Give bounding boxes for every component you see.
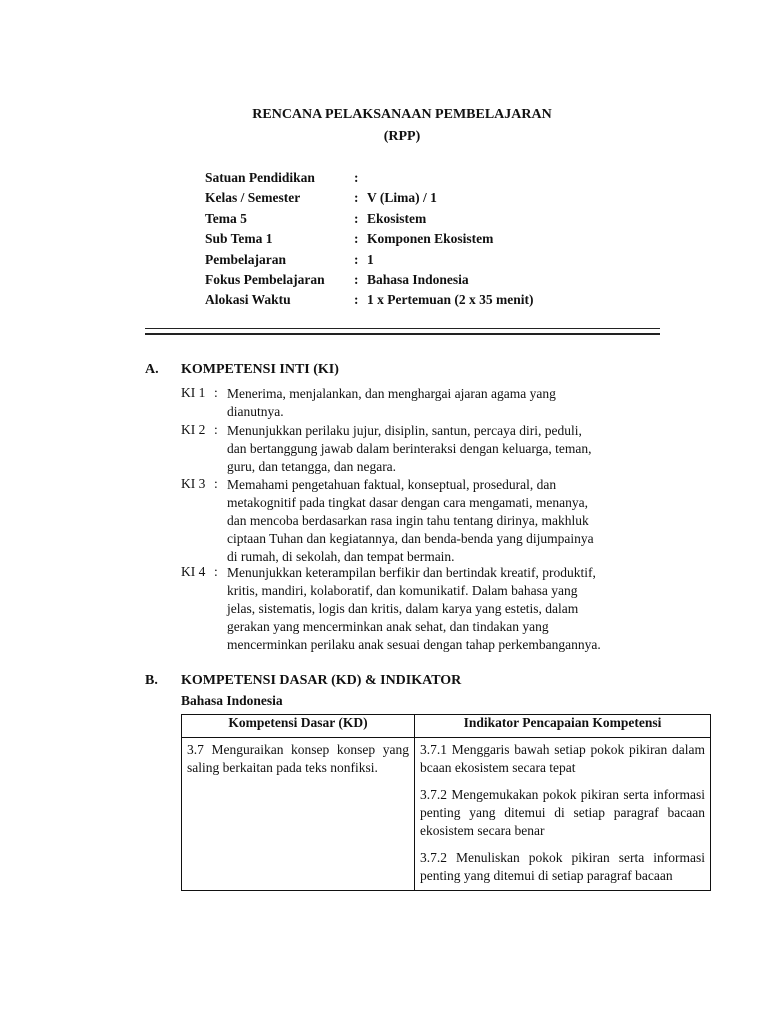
ki-label: KI 2: [181, 422, 206, 437]
ki-line: Menerima, menjalankan, dan menghargai ajaran agama yang: [227, 386, 556, 401]
ki-line: Menunjukkan perilaku jujur, disiplin, santun, percaya diri, peduli,: [227, 423, 582, 438]
table-header-kd: Kompetensi Dasar (KD): [182, 715, 415, 738]
ki-colon: :: [214, 564, 218, 579]
ki-text: [227, 422, 712, 476]
section-b-letter: B.: [145, 673, 158, 688]
ki-colon: :: [214, 422, 218, 437]
info-value: Komponen Ekosistem: [367, 231, 494, 247]
divider-line-thin: [145, 328, 660, 329]
indicator-item: 3.7.1 Menggaris bawah setiap pokok pikiran dalam bcaan ekosistem secara tepat: [420, 742, 705, 775]
ki-line: Menunjukkan keterampilan berfikir dan bertindak kreatif, produktif,: [227, 565, 596, 580]
indicator-cell: [415, 738, 711, 891]
info-value: Ekosistem: [367, 210, 427, 226]
ki-label: KI 1: [181, 385, 206, 400]
info-label: Sub Tema 1: [205, 231, 273, 247]
ki-line: dan mencoba berdasarkan rasa ingin tahu tentang dirinya, makhluk: [227, 513, 589, 528]
info-label: Alokasi Waktu: [205, 292, 291, 308]
info-colon: :: [354, 271, 359, 287]
info-colon: :: [354, 251, 359, 267]
info-colon: :: [354, 210, 359, 226]
info-colon: :: [354, 231, 359, 247]
ki-text: [227, 476, 712, 566]
table-row: [182, 738, 711, 891]
info-label: Kelas / Semester: [205, 190, 301, 206]
info-value: 1 x Pertemuan (2 x 35 menit): [367, 292, 534, 308]
info-label: Tema 5: [205, 210, 247, 226]
info-value: 1: [367, 251, 374, 267]
ki-line: dan bertanggung jawab dalam berinteraksi dengan keluarga, teman,: [227, 441, 592, 456]
info-label: Fokus Pembelajaran: [205, 271, 325, 287]
ki-text: [227, 385, 712, 421]
section-b-title: KOMPETENSI DASAR (KD) & INDIKATOR: [181, 673, 462, 688]
ki-line: Memahami pengetahuan faktual, konseptual, prosedural, dan: [227, 477, 557, 492]
subject-heading: Bahasa Indonesia: [181, 693, 283, 708]
divider-line-thick: [145, 333, 660, 335]
ki-line: kritis, mandiri, kolaboratif, dan komunikatif. Dalam bahasa yang: [227, 583, 578, 598]
indicator-item: 3.7.2 Mengemukakan pokok pikiran serta informasi penting yang ditemui di setiap paragraf bacaan ekosistem secara benar: [420, 787, 705, 838]
kd-cell: 3.7 Menguraikan konsep konsep yang saling berkaitan pada teks nonfiksi.: [182, 738, 415, 891]
document-title: RENCANA PELAKSANAAN PEMBELAJARAN: [252, 107, 552, 122]
info-value: V (Lima) / 1: [367, 190, 437, 206]
ki-line: metakognitif pada tingkat dasar dengan cara mengamati, menanya,: [227, 495, 588, 510]
info-value: Bahasa Indonesia: [367, 271, 469, 287]
ki-line: guru, dan tetangga, dan negara.: [227, 459, 397, 474]
info-label: Satuan Pendidikan: [205, 170, 315, 185]
info-colon: :: [354, 190, 359, 206]
ki-line: jelas, sistematis, logis dan kritis, dalam karya yang estetis, dalam: [227, 601, 579, 616]
ki-text: [227, 564, 712, 654]
ki-label: KI 3: [181, 476, 206, 491]
ki-line: mencerminkan perilaku anak sesuai dengan tahap perkembangannya.: [227, 637, 601, 652]
table-header-indikator: Indikator Pencapaian Kompetensi: [415, 715, 711, 738]
info-colon: :: [354, 170, 359, 185]
ki-line: dianutnya.: [227, 404, 284, 419]
ki-line: ciptaan Tuhan dan kegiatannya, dan benda-benda yang dijumpainya: [227, 531, 594, 546]
ki-label: KI 4: [181, 564, 206, 579]
ki-line: gerakan yang mencerminkan anak sehat, dan tindakan yang: [227, 619, 549, 634]
section-a-title: KOMPETENSI INTI (KI): [181, 362, 339, 377]
document-subtitle: (RPP): [383, 129, 421, 144]
ki-line: di rumah, di sekolah, dan tempat bermain.: [227, 549, 455, 564]
table-header-row: [182, 715, 711, 738]
info-colon: :: [354, 292, 359, 308]
kd-indicator-table: [181, 714, 711, 891]
ki-colon: :: [214, 385, 218, 400]
section-a-letter: A.: [145, 362, 159, 377]
info-label: Pembelajaran: [205, 251, 286, 267]
indicator-item: 3.7.2 Menuliskan pokok pikiran serta informasi penting yang ditemui di setiap paragraf bacaan: [420, 850, 705, 883]
ki-colon: :: [214, 476, 218, 491]
